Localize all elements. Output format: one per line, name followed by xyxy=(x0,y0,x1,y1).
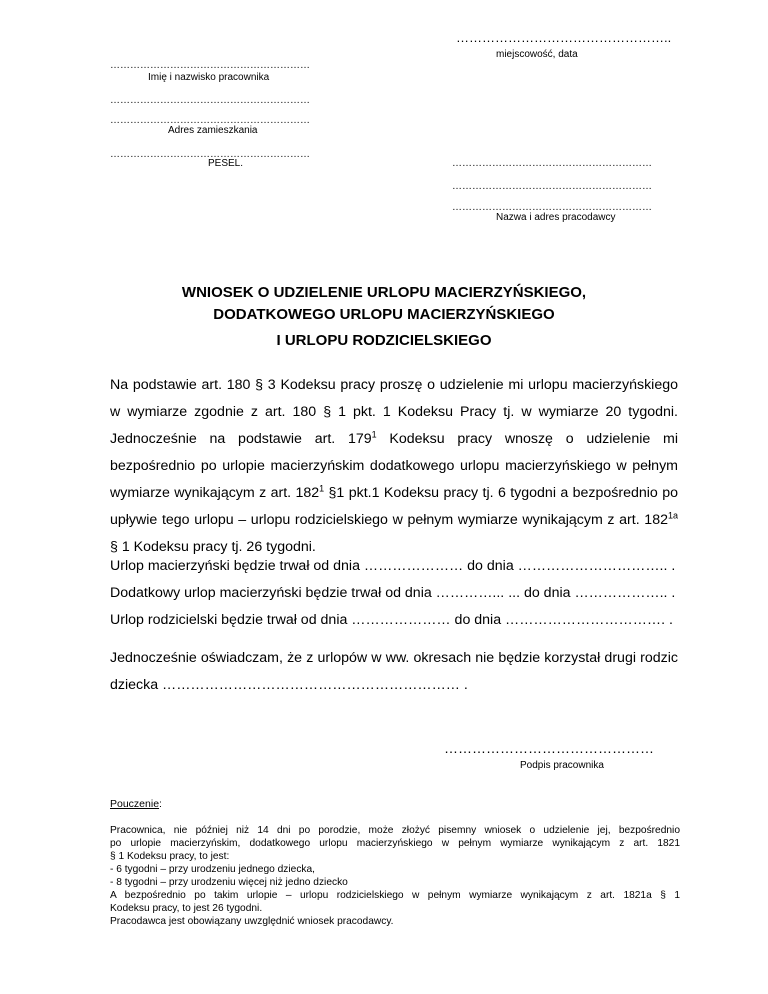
instruction-text xyxy=(110,824,680,928)
request-line: w wymiarze zgodnie z art. 180 § 1 pkt. 1 Kodeksu Pracy tj. w wymiarze 20 tygodni. xyxy=(110,404,678,420)
other-parent-field[interactable]: dziecka ……………………………………………………… . xyxy=(110,677,468,693)
superscript: 1 xyxy=(319,483,325,494)
request-paragraph xyxy=(110,372,678,561)
address-label: Adres zamieszkania xyxy=(168,125,258,136)
pesel-label: PESEL. xyxy=(208,158,244,169)
document-title-line-1: WNIOSEK O UDZIELENIE URLOPU MACIERZYŃSKIEGO, xyxy=(181,284,587,301)
superscript: 1 xyxy=(371,429,377,440)
instruction-heading-colon: : xyxy=(159,798,162,810)
superscript: 1a xyxy=(667,510,678,521)
request-line xyxy=(110,507,678,534)
text-fragment: §1 pkt.1 Kodeksu pracy tj. 6 tygodni a bezpośrednio po xyxy=(324,485,678,501)
signature-label: Podpis pracownika xyxy=(520,760,604,771)
request-line xyxy=(110,426,678,453)
address-field-line-1[interactable]: …………………………………………………… xyxy=(110,95,310,106)
instruction-line: Pracodawca jest obowiązany uwzględnić wniosek pracodawcy. xyxy=(110,916,394,927)
text-fragment: Jednocześnie na podstawie art. 179 xyxy=(110,431,372,447)
instruction-line: Pracownica, nie później niż 14 dni po porodzie, może złożyć pisemny wniosek o udzielenie jej, bezpośrednio xyxy=(110,825,680,836)
instruction-line: A bezpośrednio po takim urlopie – urlopu rodzicielskiego w pełnym wymiarze wynikającym z art. 1821a § 1 xyxy=(110,890,680,901)
additional-maternity-leave-dates[interactable]: Dodatkowy urlop macierzyński będzie trwał od dnia …………... ... do dnia ……………….. . xyxy=(110,585,676,601)
text-fragment: upływie tego urlopu – urlopu rodzicielskiego w pełnym wymiarze wynikającym z art. 182 xyxy=(110,512,668,528)
leave-dates-block xyxy=(110,553,678,634)
request-line: bezpośrednio po urlopie macierzyńskim dodatkowego urlopu macierzyńskiego w pełnym xyxy=(110,458,678,474)
document-title-line-3: I URLOPU RODZICIELSKIEGO xyxy=(276,332,492,349)
text-fragment: wymiarze wynikającym z art. 182 xyxy=(110,485,320,501)
instruction-line: Kodeksu pracy, to jest 26 tygodni. xyxy=(110,903,263,914)
parental-leave-dates[interactable]: Urlop rodzicielski będzie trwał od dnia ………………… do dnia ……………………………. . xyxy=(110,612,673,628)
statement-paragraph xyxy=(110,645,678,699)
employer-field-line-1[interactable]: …………………………………………………… xyxy=(452,158,652,169)
pesel-field[interactable]: …………………………………………………… xyxy=(110,149,310,160)
address-field-line-2[interactable]: …………………………………………………… xyxy=(110,115,310,126)
document-title-line-2: DODATKOWEGO URLOPU MACIERZYŃSKIEGO xyxy=(213,306,555,323)
instruction-heading-text: Pouczenie xyxy=(110,798,160,810)
instruction-line: - 8 tygodni – przy urodzeniu więcej niż jedno dziecko xyxy=(110,877,348,888)
instruction-heading xyxy=(110,798,162,810)
request-line: § 1 Kodeksu pracy tj. 26 tygodni. xyxy=(110,539,316,555)
text-fragment: Kodeksu pracy wnoszę o udzielenie mi xyxy=(376,431,678,447)
instruction-line: - 6 tygodni – przy urodzeniu jednego dziecka, xyxy=(110,864,316,875)
place-date-label: miejscowość, data xyxy=(496,49,578,60)
instruction-line: po urlopie macierzyńskim, dodatkowego urlopu macierzyńskiego w pełnym wymiarze wynikającym z art. 1821 xyxy=(110,838,680,849)
instruction-line: § 1 Kodeksu pracy, to jest: xyxy=(110,851,230,862)
employer-field-line-2[interactable]: …………………………………………………… xyxy=(452,181,652,192)
employee-name-label: Imię i nazwisko pracownika xyxy=(148,72,270,83)
maternity-leave-dates[interactable]: Urlop macierzyński będzie trwał od dnia ………………… do dnia ………………………….. . xyxy=(110,558,676,574)
employee-name-field[interactable]: …………………………………………………… xyxy=(110,60,310,71)
request-line xyxy=(110,480,678,507)
signature-field[interactable]: ……………………………………… xyxy=(444,740,654,756)
statement-line: Jednocześnie oświadczam, że z urlopów w ww. okresach nie będzie korzystał drugi rodzic xyxy=(110,650,678,666)
employer-field-line-3[interactable]: …………………………………………………… xyxy=(452,202,652,213)
employer-label: Nazwa i adres pracodawcy xyxy=(496,212,616,223)
place-date-field[interactable]: ………………………………………….. xyxy=(456,30,672,45)
request-line: Na podstawie art. 180 § 3 Kodeksu pracy proszę o udzielenie mi urlopu macierzyńskiego xyxy=(110,377,678,393)
